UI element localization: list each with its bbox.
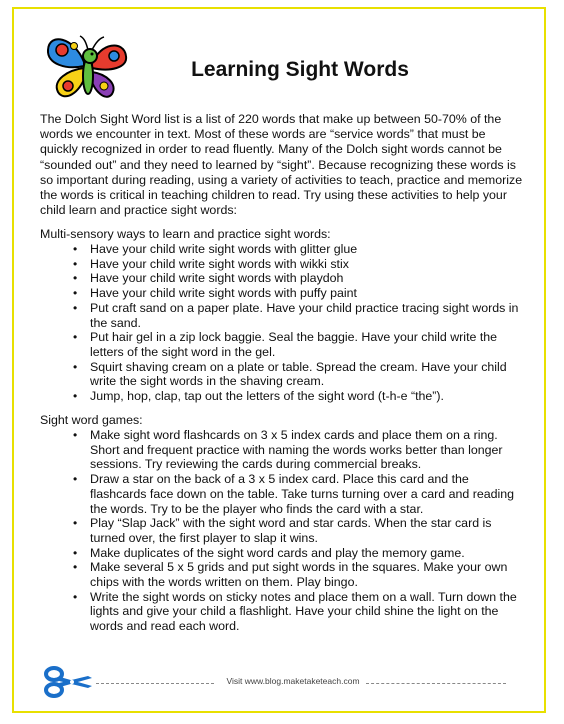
list-item: • Write the sight words on sticky notes and place them on a wall. Turn down the lights and give your child a flashlight. Have your child shine the light on the words and read each word. [40, 590, 526, 634]
list-item: • Have your child write sight words with puffy paint [40, 286, 526, 301]
list-item: • Make sight word flashcards on 3 x 5 index cards and place them on a ring. Short and frequent practice with naming the words works better than longer sessions. Try reviewing the cards during commercial breaks. [40, 428, 526, 472]
list-item: • Have your child write sight words with glitter glue [40, 242, 526, 257]
intro-paragraph: The Dolch Sight Word list is a list of 220 words that make up between 50-70% of the words we encounter in text. Most of these words are “service words” that must be quickly recognized in order to read fluently. Many of the Dolch sight words cannot be “sounded out” and they need to learned by “sight”. Because recognizing these words is so important during reading, using a variety of activities to teach, practice and memorize the words is critical in teaching children to read. Try using these activities to help your child learn and practice sight words: [40, 112, 523, 218]
list-item: • Make duplicates of the sight word cards and play the memory game. [40, 546, 526, 561]
footer-text: Visit www.blog.maketaketeach.com [226, 676, 360, 686]
list-item: • Draw a star on the back of a 3 x 5 index card. Place this card and the flashcards face down on the table. Take turns turning over a card and reading the words. Try to be the player who finds the card with a star. [40, 472, 526, 516]
butterfly-icon [44, 32, 134, 104]
footer-dashed-line-left [96, 683, 214, 684]
list-item: • Play “Slap Jack” with the sight word and star cards. When the star card is turned over, the first player to slap it wins. [40, 516, 526, 545]
list-item: • Have your child write sight words with playdoh [40, 271, 526, 286]
list-item: • Squirt shaving cream on a plate or table. Spread the cream. Have your child write the sight words in the shaving cream. [40, 360, 526, 389]
list-item: • Jump, hop, clap, tap out the letters of the sight word (t-h-e “the”). [40, 389, 526, 404]
games-list [40, 428, 526, 634]
list-item: • Put hair gel in a zip lock baggie. Seal the baggie. Have your child write the letters of the sight word in the gel. [40, 330, 526, 359]
games-heading: Sight word games: [40, 413, 143, 427]
page-title: Learning Sight Words [191, 58, 409, 81]
footer-dashed-line-right [366, 683, 506, 684]
list-item: • Make several 5 x 5 grids and put sight words in the squares. Make your own chips with the words written on them. Play bingo. [40, 560, 526, 589]
multisensory-list [40, 242, 526, 404]
list-item: • Put craft sand on a paper plate. Have your child practice tracing sight words in the sand. [40, 301, 526, 330]
list-item: • Have your child write sight words with wikki stix [40, 257, 526, 272]
scissors-icon [44, 664, 94, 700]
multisensory-heading: Multi-sensory ways to learn and practice sight words: [40, 227, 331, 241]
